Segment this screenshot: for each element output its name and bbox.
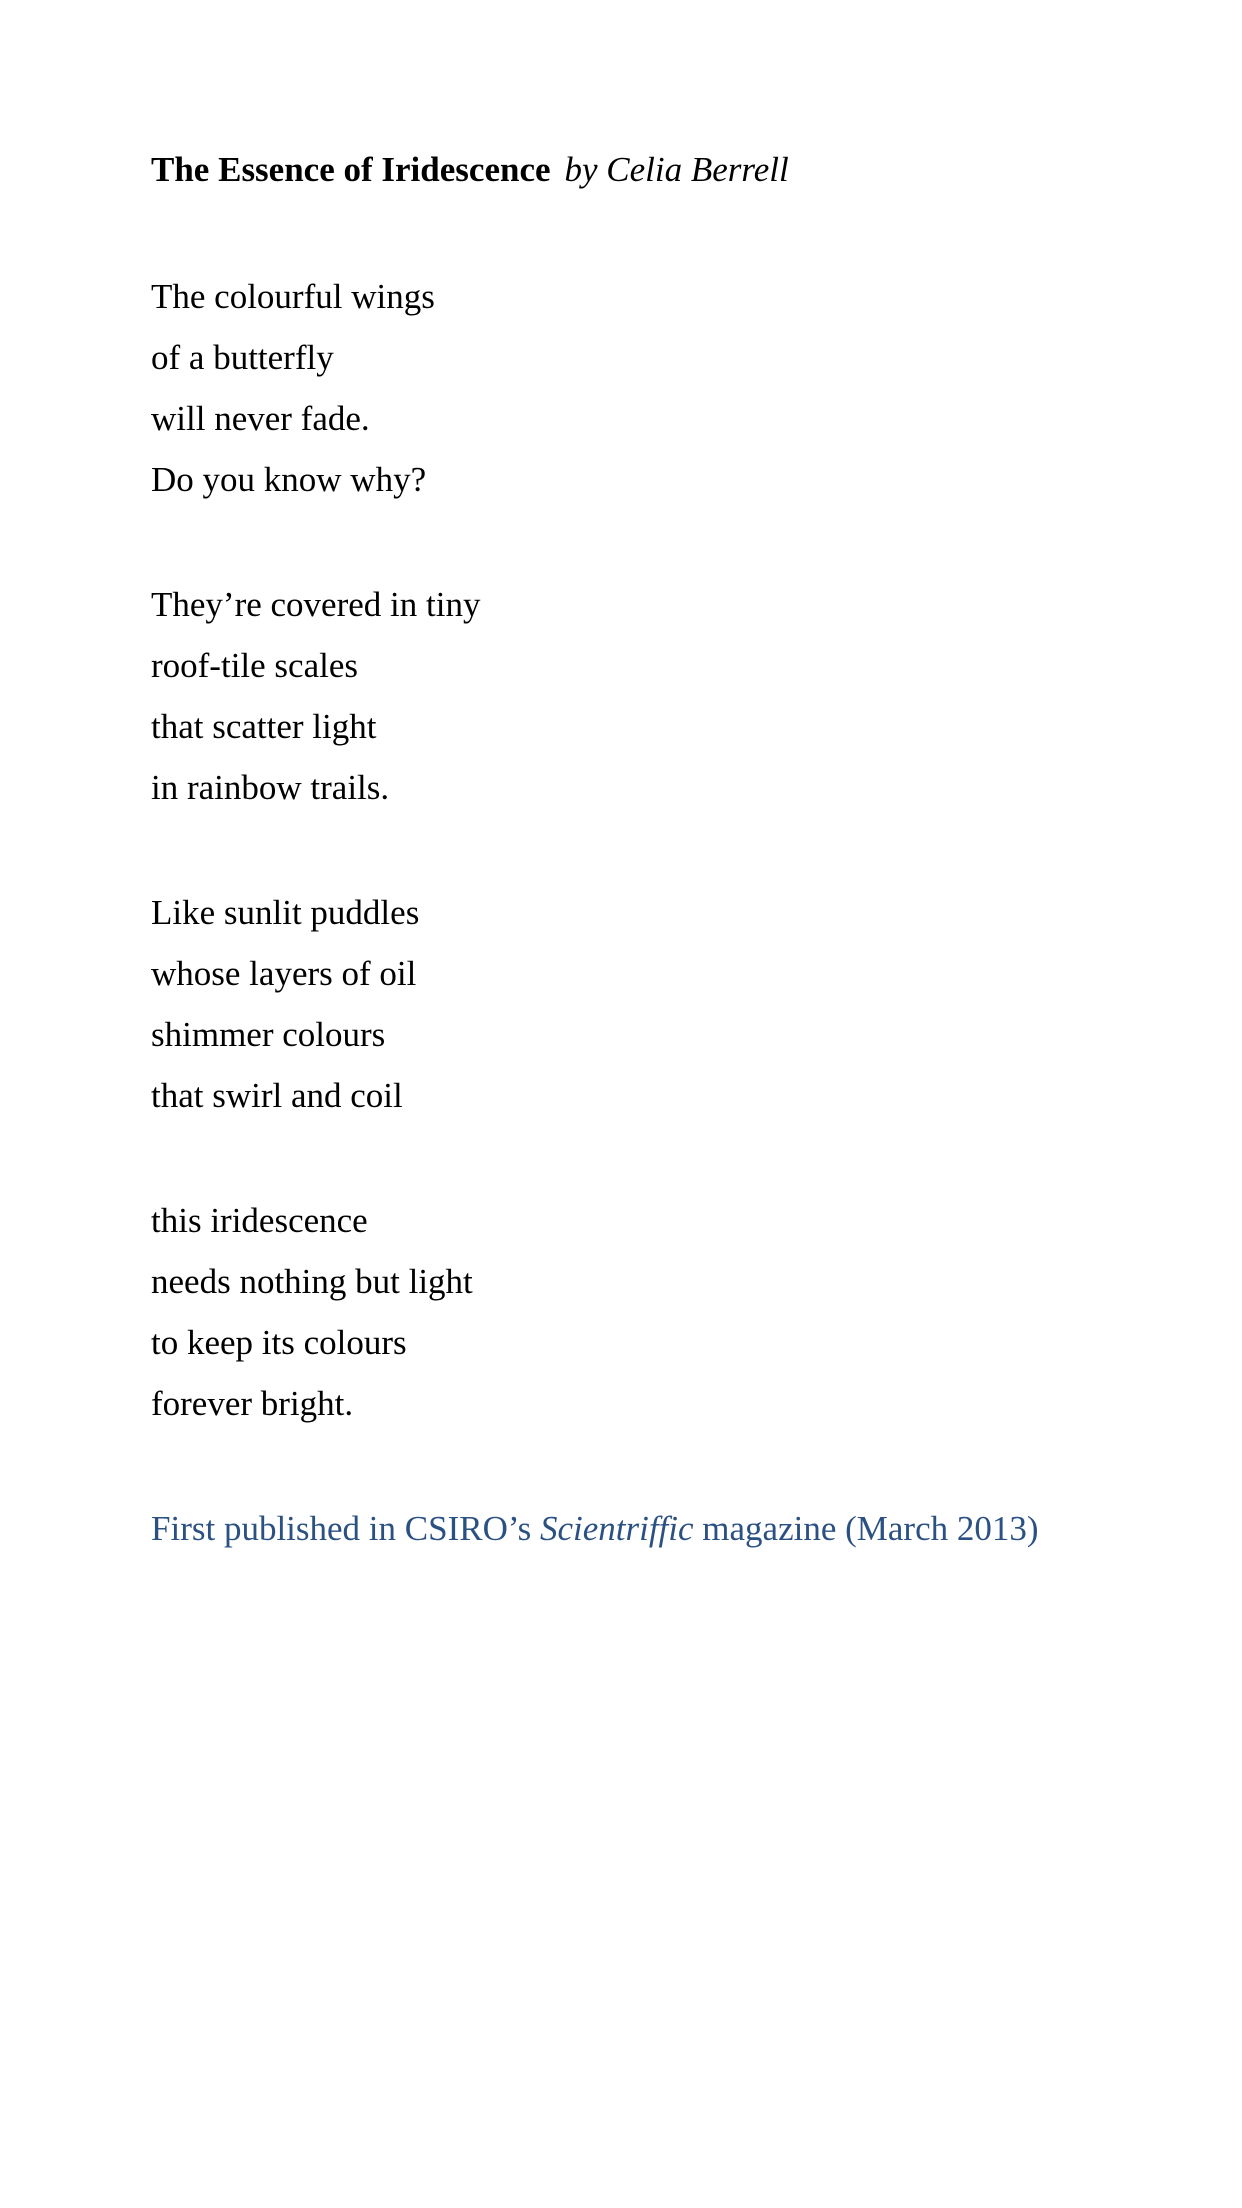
magazine-name: Scientriffic <box>539 1509 694 1548</box>
poem-line: needs nothing but light <box>151 1262 473 1301</box>
poem-line: whose layers of oil <box>151 954 417 993</box>
publication-note <box>151 1498 1039 1559</box>
poem-title: The Essence of Iridescence <box>151 150 551 189</box>
poem-line: The colourful wings <box>151 277 435 316</box>
poem-line: forever bright. <box>151 1384 354 1423</box>
poem-line: that swirl and coil <box>151 1076 403 1115</box>
poem-line: shimmer colours <box>151 1015 386 1054</box>
publication-note-suffix: magazine (March 2013) <box>693 1509 1039 1548</box>
poem-line: Like sunlit puddles <box>151 893 420 932</box>
stanza-2 <box>151 574 480 818</box>
poem-line: will never fade. <box>151 399 370 438</box>
poem-heading <box>151 146 789 194</box>
poem-line: to keep its colours <box>151 1323 407 1362</box>
poem-line: roof-tile scales <box>151 646 358 685</box>
poem-line: They’re covered in tiny <box>151 585 481 624</box>
poem-line: Do you know why? <box>151 460 427 499</box>
poem-line: of a butterfly <box>151 338 334 377</box>
stanza-4 <box>151 1190 473 1434</box>
poem-author: by Celia Berrell <box>564 150 789 189</box>
poem-line: this iridescence <box>151 1201 368 1240</box>
publication-note-prefix: First published in CSIRO’s <box>151 1509 540 1548</box>
poem-line: that scatter light <box>151 707 377 746</box>
poem-line: in rainbow trails. <box>151 768 390 807</box>
stanza-1 <box>151 266 435 510</box>
stanza-3 <box>151 882 419 1126</box>
